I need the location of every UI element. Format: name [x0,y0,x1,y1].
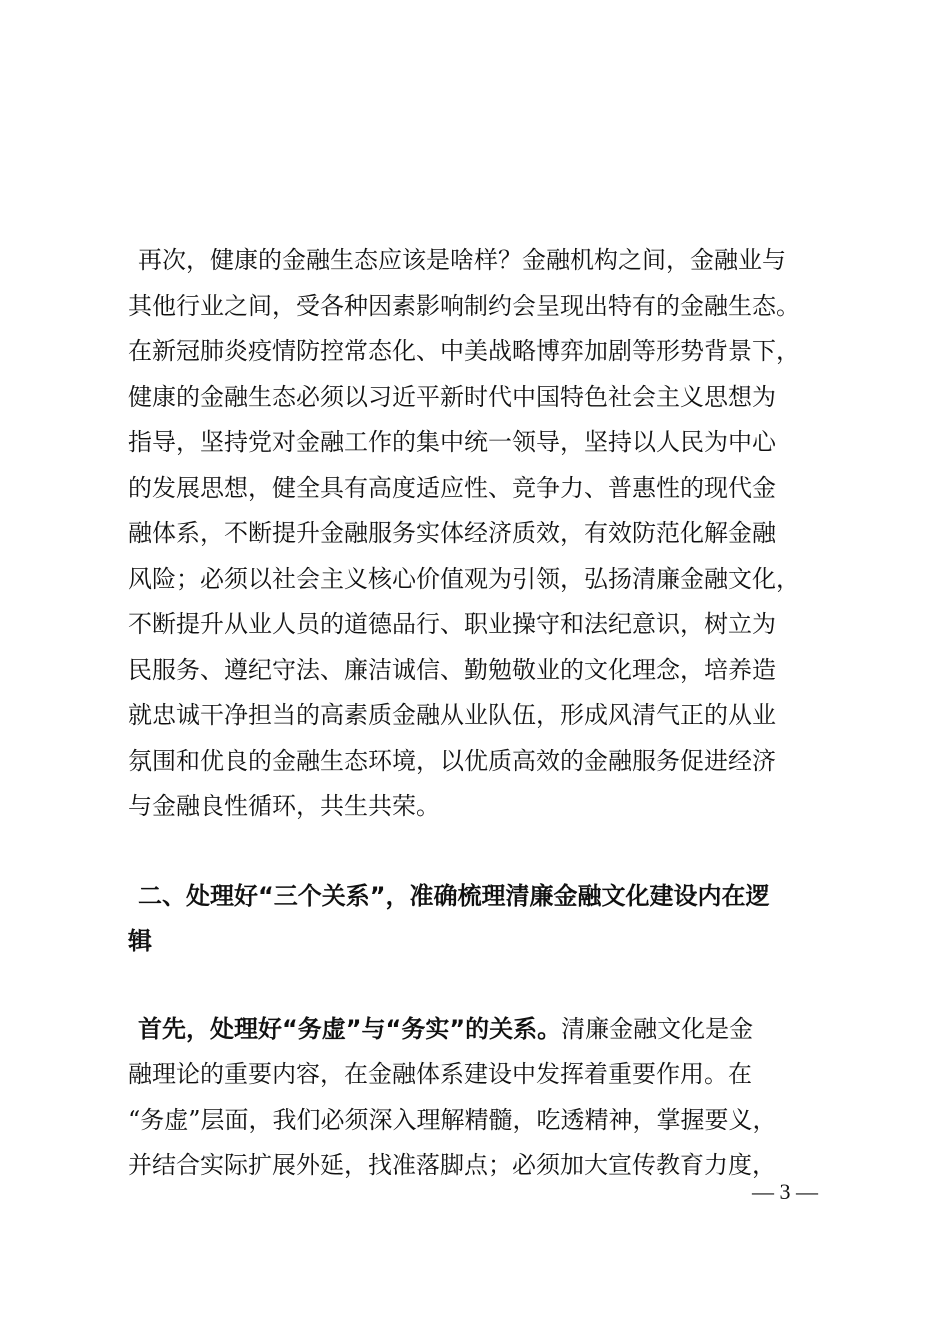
text-line: 融理论的重要内容，在金融体系建设中发挥着重要作用。在 [128,1060,752,1088]
text-line: 融体系，不断提升金融服务实体经济质效，有效防范化解金融 [128,519,776,547]
heading-line: 二、处理好“三个关系”，准确梳理清廉金融文化建设内在逻 [138,881,770,910]
text-run: 清廉金融文化是金 [561,1014,754,1043]
paragraph-first-relationship [128,1007,848,1189]
section-heading [128,874,848,965]
heading-line: 辑 [128,927,152,955]
text-line: 与金融良性循环，共生共荣。 [128,792,440,820]
heading-spacer [128,965,848,1007]
text-line: 再次，健康的金融生态应该是啥样？金融机构之间，金融业与 [138,246,786,274]
text-line: 其他行业之间，受各种因素影响制约会呈现出特有的金融生态。 [128,291,800,320]
text-line: 健康的金融生态必须以习近平新时代中国特色社会主义思想为 [128,382,776,411]
bold-lead-sentence: 首先，处理好“务虚”与“务实”的关系。 [138,1014,562,1043]
text-line: 在新冠肺炎疫情防控常态化、中美战略博弈加剧等形势背景下， [128,337,800,365]
paragraph-financial-ecology [128,238,848,830]
text-line: 的发展思想，健全具有高度适应性、竞争力、普惠性的现代金 [128,473,776,502]
text-line: 不断提升从业人员的道德品行、职业操守和法纪意识，树立为 [128,610,776,638]
page-body [128,238,848,1189]
text-line: 氛围和优良的金融生态环境，以优质高效的金融服务促进经济 [128,746,776,775]
text-line: 就忠诚干净担当的高素质金融从业队伍，形成风清气正的从业 [128,701,776,729]
text-line: 指导，坚持党对金融工作的集中统一领导，坚持以人民为中心 [128,428,776,456]
text-line: 民服务、遵纪守法、廉洁诚信、勤勉敬业的文化理念，培养造 [128,655,776,684]
page-number: — 3 — [752,1179,818,1204]
text-line [128,1007,848,1053]
paragraph-spacer [128,830,848,874]
text-line: “务虚”层面，我们必须深入理解精髓，吃透精神，掌握要义， [128,1105,777,1134]
text-line: 风险；必须以社会主义核心价值观为引领，弘扬清廉金融文化， [128,564,800,593]
text-line: 并结合实际扩展外延，找准落脚点；必须加大宣传教育力度， [128,1151,776,1179]
